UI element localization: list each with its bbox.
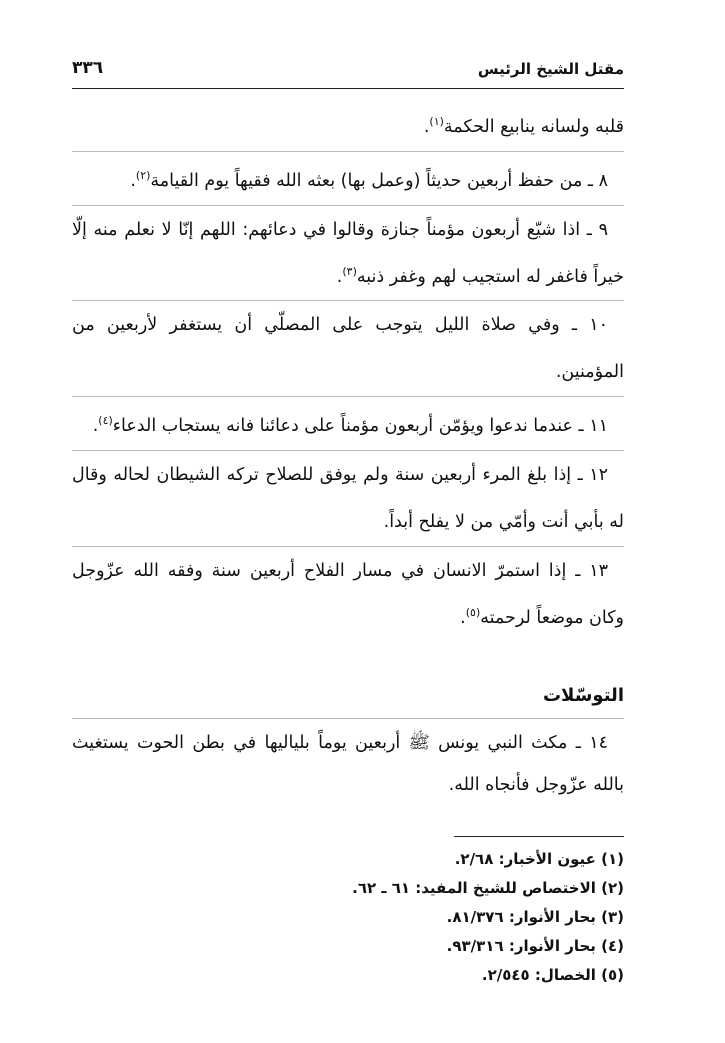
divider	[72, 151, 624, 152]
paragraph-tail: .	[423, 116, 430, 137]
footnote-ref: (٣)	[342, 264, 357, 278]
paragraph-tail: .	[130, 170, 136, 191]
footnote-ref: (١)	[429, 115, 444, 128]
paragraph-text: قلبه ولسانه ينابيع الحكمة	[443, 116, 624, 137]
body-text	[72, 101, 624, 806]
paragraph	[72, 101, 624, 148]
paragraph-tail: .	[92, 416, 99, 437]
paragraph	[72, 454, 624, 543]
divider	[72, 396, 624, 397]
paragraph-text: ٨ ـ من حفظ أربعين حديثاً (وعمل بها) بعثه الله فقيهاً يوم القيامة	[150, 170, 608, 191]
footnote: (١) عيون الأخبار: ٢/٦٨.	[454, 849, 624, 868]
paragraph	[72, 155, 624, 202]
footnote-ref: (٢)	[135, 168, 151, 182]
running-title: مقتل الشيخ الرئيس	[477, 60, 624, 78]
paragraph	[72, 304, 624, 393]
paragraph-text: ١٣ ـ إذا استمرّ الانسان في مسار الفلاح أربعين سنة وفقه الله عزّوجل وكان موضعاً لرحمته	[72, 560, 624, 628]
footnote-ref: (٥)	[465, 605, 481, 619]
divider	[72, 300, 624, 301]
page-number: ٣٣٦	[72, 58, 104, 78]
footnote: (٣) بحار الأنوار: ٨١/٣٧٦.	[446, 907, 624, 926]
footnote: (٢) الاختصاص للشيخ المفيد: ٦١ ـ ٦٢.	[352, 878, 624, 897]
footnotes	[72, 845, 624, 990]
paragraph	[72, 550, 624, 639]
divider	[72, 205, 624, 206]
paragraph	[72, 400, 624, 447]
divider	[72, 546, 624, 547]
paragraph-text: ١٢ ـ إذا بلغ المرء أربعين سنة ولم يوفق للصلاح تركه الشيطان لحاله وقال له بأبي أنت وأمّي من لا يفلح أبداً.	[72, 465, 624, 532]
paragraph	[72, 209, 624, 298]
divider	[72, 718, 624, 719]
paragraph-tail: .	[460, 607, 466, 628]
paragraph-tail: .	[336, 266, 343, 287]
book-page	[72, 58, 624, 1018]
paragraph: ١٤ ـ مكث النبي يونس ﷺ أربعين يوماً بلياليها في بطن الحوت يستغيث بالله عزّوجل فأنجاه الله.	[72, 732, 624, 795]
footnote: (٥) الخصال: ٢/٥٤٥.	[481, 965, 624, 984]
divider	[72, 450, 624, 451]
paragraph-text: ١٠ ـ وفي صلاة الليل يتوجب على المصلّي أن يستغفر لأربعين من المؤمنين.	[72, 315, 624, 383]
paragraph-text: ١١ ـ عندما ندعوا ويؤمّن أربعون مؤمناً على دعائنا فانه يستجاب الدعاء	[112, 416, 608, 437]
footnote-rule-wrap	[72, 836, 624, 837]
running-header	[72, 58, 624, 89]
paragraph-text: ٩ ـ اذا شيّع أربعون مؤمناً جنازة وقالوا في دعائهم: اللهم إنّا لا نعلم منه إلّا خيراً فاغفر له استجيب لهم وغفر ذنبه	[72, 219, 624, 287]
footnote-ref: (٤)	[98, 414, 113, 428]
section-heading: التوسّلات	[542, 684, 624, 706]
footnote-rule	[454, 836, 624, 837]
footnote: (٤) بحار الأنوار: ٩٣/٣١٦.	[446, 936, 624, 955]
